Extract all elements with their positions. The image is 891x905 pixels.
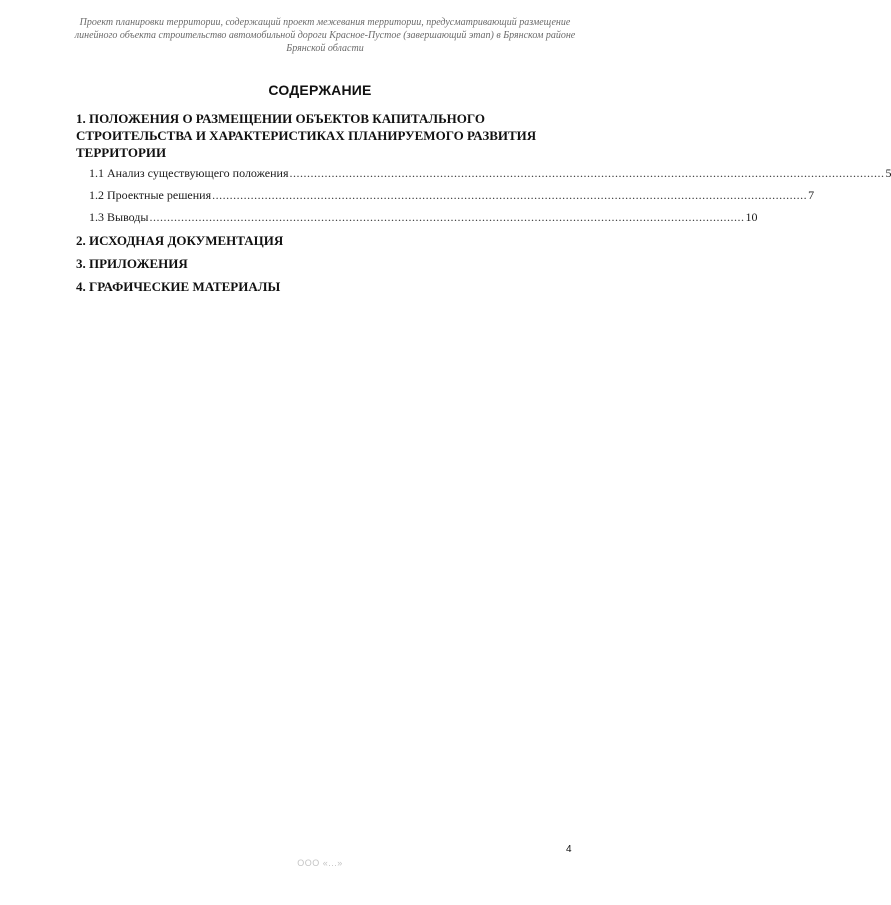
running-header: Проект планировки территории, содержащий проект межевания территории, предусматривающий размещение линейного объекта строительство автомобильной дороги Красное-Пустое (завершающий этап) в Брянском районе Брянской области xyxy=(74,17,576,54)
toc-item-1-3[interactable] xyxy=(89,210,758,225)
toc-item-1-1[interactable] xyxy=(89,166,891,181)
toc-item-1-2[interactable] xyxy=(89,188,815,203)
toc-item-label: 1.1 Анализ существующего положения xyxy=(89,166,289,180)
toc-item-label: 1.2 Проектные решения xyxy=(89,188,212,202)
page-number: 4 xyxy=(566,844,572,855)
toc-title: СОДЕРЖАНИЕ xyxy=(268,82,372,98)
toc-leader-dots: .......................................................................................................................................................................... xyxy=(289,166,885,180)
toc-section-2[interactable]: 2. ИСХОДНАЯ ДОКУМЕНТАЦИЯ xyxy=(76,233,284,248)
toc-section-4[interactable]: 4. ГРАФИЧЕСКИЕ МАТЕРИАЛЫ xyxy=(76,279,281,294)
toc-section-1[interactable]: 1. ПОЛОЖЕНИЯ О РАЗМЕЩЕНИИ ОБЪЕКТОВ КАПИТАЛЬНОГО СТРОИТЕЛЬСТВА И ХАРАКТЕРИСТИКАХ ПЛАНИРУЕМОГО РАЗВИТИЯ ТЕРРИТОРИИ xyxy=(76,111,537,160)
toc-item-page: 5 xyxy=(885,166,891,180)
toc-item-page: 7 xyxy=(808,188,815,202)
toc-item-page: 10 xyxy=(745,210,758,224)
table-of-contents xyxy=(76,110,891,295)
toc-section-3[interactable]: 3. ПРИЛОЖЕНИЯ xyxy=(76,256,188,271)
footer-stamp: ООО «...» xyxy=(297,858,343,868)
toc-leader-dots: .......................................................................................................................................................................... xyxy=(212,188,808,202)
toc-item-label: 1.3 Выводы xyxy=(89,210,149,224)
toc-leader-dots: .......................................................................................................................................................................... xyxy=(149,210,745,224)
